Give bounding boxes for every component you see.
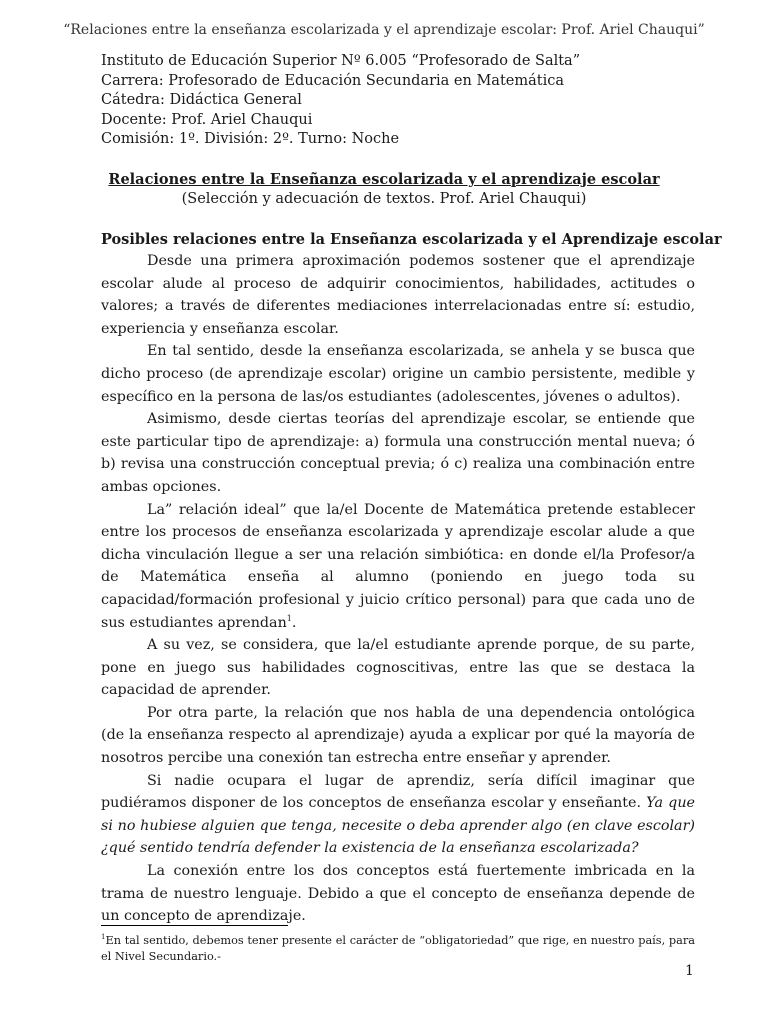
paragraph-6: Por otra parte, la relación que nos habla de una dependencia ontológica (de la enseñanza respecto al aprendizaje) ayuda a explicar por qué la mayoría de nosotros percibe una conexión tan estrecha entre enseñar y aprender. (101, 704, 695, 767)
page-number: 1 (685, 963, 694, 979)
paragraph-7-text: Si nadie ocupara el lugar de aprendiz, sería difícil imaginar que pudiéramos disponer de los conceptos de enseñanza escolar y enseñante. (101, 772, 695, 812)
running-header: “Relaciones entre la enseñanza escolarizada y el aprendizaje escolar: Prof. Ariel Chauqui” (63, 22, 705, 38)
paragraph-7 (101, 770, 695, 860)
paragraph-4-text: La” relación ideal” que la/el Docente de Matemática pretende establecer entre los procesos de enseñanza escolarizada y aprendizaje escolar alude a que dicha vinculación llegue a ser una relación simbiótica: en donde el/la Profesor/a de Matemática enseña al alumno (poniendo en juego toda su capacidad/formación profesional y juicio crítico personal) para que cada uno de sus estudiantes aprendan (101, 501, 695, 631)
career-line: Carrera: Profesorado de Educación Secundaria en Matemática (101, 72, 564, 89)
paragraph-1: Desde una primera aproximación podemos sostener que el aprendizaje escolar alude al proceso de adquirir conocimientos, habilidades, actitudes o valores; a través de diferentes mediaciones interrelacionadas entre sí: estudio, experiencia y enseñanza escolar. (101, 253, 695, 337)
chair-line: Cátedra: Didáctica General (101, 92, 302, 108)
footnote-reference: 1 (286, 613, 292, 623)
paragraph-4 (101, 499, 695, 635)
institution-block (101, 52, 701, 150)
document-subtitle: (Selección y adecuación de textos. Prof. Ariel Chauqui) (181, 191, 587, 207)
paragraph-4-end: . (291, 614, 297, 631)
paragraph-5: A su vez, se considera, que la/el estudiante aprende porque, de su parte, pone en juego sus habilidades cognoscitivas, entre las que se destaca la capacidad de aprender. (101, 637, 695, 699)
footnote (101, 933, 695, 965)
section-heading: Posibles relaciones entre la Enseñanza escolarizada y el Aprendizaje escolar (101, 231, 722, 248)
commission-line: Comisión: 1º. División: 2º. Turno: Noche (101, 131, 400, 147)
body-text (101, 250, 695, 928)
footnote-divider (101, 925, 288, 926)
paragraph-2: En tal sentido, desde la enseñanza escolarizada, se anhela y se busca que dicho proceso (de aprendizaje escolar) origine un cambio persistente, medible y específico en la persona de las/os estudiantes (adolescentes, jóvenes o adultos). (101, 343, 695, 405)
footnote-text: En tal sentido, debemos tener presente el carácter de “obligatoriedad” que rige, en nuestro país, para el Nivel Secundario.- (101, 934, 695, 963)
paragraph-8: La conexión entre los dos conceptos está fuertemente imbricada en la trama de nuestro lenguaje. Debido a que el concepto de enseñanza depende de un concepto de aprendizaje. (101, 863, 695, 925)
footnote-mark: 1 (101, 933, 106, 942)
institution-name: Instituto de Educación Superior Nº 6.005 “Profesorado de Salta” (101, 53, 581, 69)
teacher-line: Docente: Prof. Ariel Chauqui (101, 111, 313, 128)
paragraph-7-italic-question: Ya que si no hubiese alguien que tenga, necesite o deba aprender algo (en clave escolar) ¿qué sentido tendría defender la existencia de la enseñanza escolarizada? (101, 795, 695, 857)
document-title: Relaciones entre la Enseñanza escolarizada y el aprendizaje escolar (108, 171, 660, 188)
paragraph-3: Asimismo, desde ciertas teorías del aprendizaje escolar, se entiende que este particular tipo de aprendizaje: a) formula una construcción mental nueva; ó b) revisa una construcción conceptual previa; ó c) realiza una combinación entre ambas opciones. (101, 411, 695, 495)
